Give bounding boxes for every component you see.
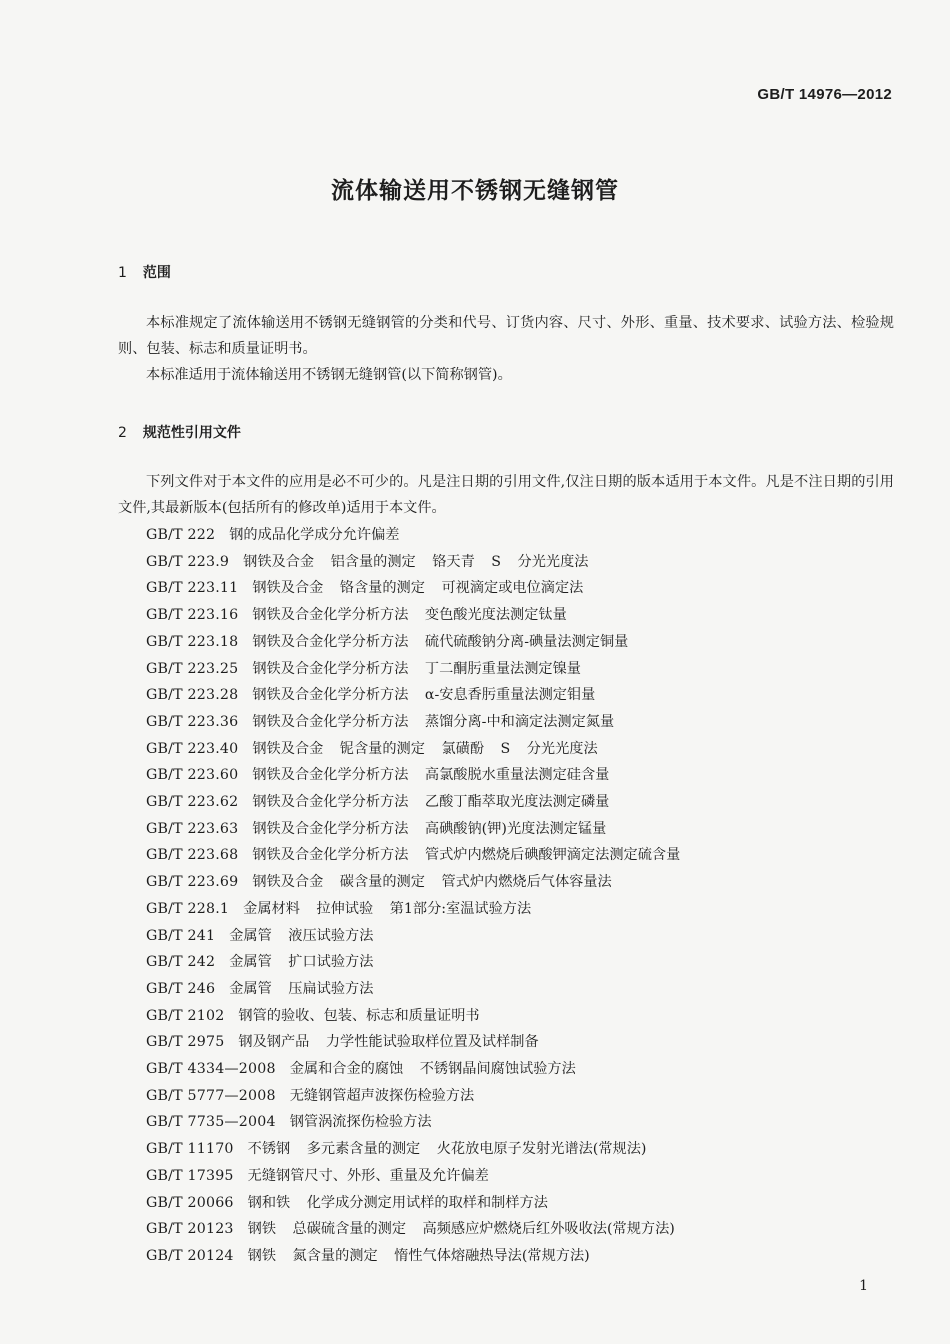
reference-title: 无缝钢管超声波探伤检验方法 <box>289 1087 475 1104</box>
reference-title: 金属管 扩口试验方法 <box>229 954 374 971</box>
reference-title: 钢管的验收、包装、标志和质量证明书 <box>238 1007 480 1024</box>
reference-item <box>146 602 680 629</box>
reference-code: GB/T 228.1 <box>146 900 230 917</box>
reference-code: GB/T 223.68 <box>146 847 239 864</box>
reference-item <box>146 1029 680 1056</box>
reference-title: 钢铁及合金 铬含量的测定 可视滴定或电位滴定法 <box>252 580 584 597</box>
reference-item <box>146 629 680 656</box>
reference-item <box>146 682 680 709</box>
reference-code: GB/T 223.16 <box>146 607 239 624</box>
reference-item <box>146 923 680 950</box>
reference-code: GB/T 223.63 <box>146 820 239 837</box>
reference-code: GB/T 223.9 <box>146 553 230 570</box>
reference-list <box>146 522 680 1270</box>
reference-title: 金属材料 拉伸试验 第1部分:室温试验方法 <box>243 900 532 917</box>
reference-title: 不锈钢 多元素含量的测定 火花放电原子发射光谱法(常规法) <box>247 1141 647 1158</box>
reference-title: 钢及钢产品 力学性能试验取样位置及试样制备 <box>238 1034 539 1051</box>
reference-title: 无缝钢管尺寸、外形、重量及允许偏差 <box>247 1167 489 1184</box>
reference-item <box>146 1216 680 1243</box>
references-intro-paragraph: 下列文件对于本文件的应用是必不可少的。凡是注日期的引用文件,仅注日期的版本适用于本文件。凡是不注日期的引用文件,其最新版本(包括所有的修改单)适用于本文件。 <box>118 474 894 516</box>
reference-code: GB/T 223.11 <box>146 580 239 597</box>
reference-title: 钢铁及合金化学分析方法 高碘酸钠(钾)光度法测定锰量 <box>252 820 607 837</box>
reference-title: 金属和合金的腐蚀 不锈钢晶间腐蚀试验方法 <box>289 1061 576 1078</box>
reference-code: GB/T 241 <box>146 927 216 944</box>
reference-title: 钢和铁 化学成分测定用试样的取样和制样方法 <box>247 1194 548 1211</box>
reference-code: GB/T 17395 <box>146 1167 234 1184</box>
reference-title: 钢铁及合金化学分析方法 管式炉内燃烧后碘酸钾滴定法测定硫含量 <box>252 847 681 864</box>
reference-code: GB/T 222 <box>146 527 216 543</box>
reference-item <box>146 1109 680 1136</box>
reference-title: 钢铁及合金 铌含量的测定 氯磺酚 S 分光光度法 <box>252 740 598 757</box>
reference-title: 钢铁及合金化学分析方法 硫代硫酸钠分离-碘量法测定铜量 <box>252 633 629 650</box>
section-heading-scope <box>118 262 171 282</box>
reference-title: 钢铁 氮含量的测定 惰性气体熔融热导法(常规方法) <box>247 1247 590 1264</box>
reference-title: 钢铁及合金化学分析方法 乙酸丁酯萃取光度法测定磷量 <box>252 794 610 811</box>
reference-item <box>146 1136 680 1163</box>
reference-code: GB/T 20066 <box>146 1194 234 1211</box>
reference-code: GB/T 223.69 <box>146 874 239 891</box>
standard-code: GB/T 14976—2012 <box>757 86 892 103</box>
page-number: 1 <box>859 1278 868 1294</box>
reference-title: 钢管涡流探伤检验方法 <box>289 1114 432 1131</box>
reference-item <box>146 789 680 816</box>
reference-item <box>146 1190 680 1217</box>
reference-item <box>146 1083 680 1110</box>
reference-item <box>146 1243 680 1270</box>
reference-code: GB/T 11170 <box>146 1141 234 1158</box>
reference-item <box>146 709 680 736</box>
reference-code: GB/T 242 <box>146 954 216 971</box>
reference-item <box>146 949 680 976</box>
reference-code: GB/T 4334—2008 <box>146 1061 276 1078</box>
scope-paragraph-2: 本标准适用于流体输送用不锈钢无缝钢管(以下简称钢管)。 <box>146 367 512 383</box>
section-heading-normative-references <box>118 422 241 442</box>
reference-code: GB/T 2975 <box>146 1034 225 1051</box>
scope-paragraph-1: 本标准规定了流体输送用不锈钢无缝钢管的分类和代号、订货内容、尺寸、外形、重量、技术要求、试验方法、检验规则、包装、标志和质量证明书。 <box>118 315 894 357</box>
reference-code: GB/T 20123 <box>146 1221 234 1238</box>
reference-title: 钢铁及合金 铝含量的测定 铬天青 S 分光光度法 <box>243 553 589 570</box>
reference-title: 钢铁及合金化学分析方法 α-安息香肟重量法测定钼量 <box>252 687 596 704</box>
reference-code: GB/T 223.25 <box>146 660 239 677</box>
reference-code: GB/T 7735—2004 <box>146 1114 276 1131</box>
reference-item <box>146 1056 680 1083</box>
section-title: 范围 <box>142 265 171 281</box>
reference-item <box>146 736 680 763</box>
reference-item <box>146 1163 680 1190</box>
reference-code: GB/T 223.36 <box>146 713 239 730</box>
reference-code: GB/T 223.18 <box>146 633 239 650</box>
reference-title: 钢铁及合金化学分析方法 蒸馏分离-中和滴定法测定氮量 <box>252 713 615 730</box>
reference-item <box>146 976 680 1003</box>
reference-title: 金属管 压扁试验方法 <box>229 980 374 997</box>
section-number: 1 <box>118 265 127 281</box>
reference-item <box>146 869 680 896</box>
reference-item <box>146 656 680 683</box>
reference-title: 钢铁及合金化学分析方法 丁二酮肟重量法测定镍量 <box>252 660 581 677</box>
reference-code: GB/T 2102 <box>146 1007 225 1024</box>
reference-item <box>146 522 680 549</box>
reference-item <box>146 762 680 789</box>
reference-item <box>146 1003 680 1030</box>
reference-code: GB/T 223.62 <box>146 794 239 811</box>
section-number: 2 <box>118 425 127 441</box>
reference-title: 钢铁及合金化学分析方法 变色酸光度法测定钛量 <box>252 607 567 624</box>
reference-item <box>146 575 680 602</box>
reference-item <box>146 549 680 576</box>
reference-title: 钢铁 总碳硫含量的测定 高频感应炉燃烧后红外吸收法(常规方法) <box>247 1221 675 1238</box>
reference-code: GB/T 223.28 <box>146 687 239 704</box>
reference-item <box>146 842 680 869</box>
reference-code: GB/T 246 <box>146 980 216 997</box>
document-title: 流体输送用不锈钢无缝钢管 <box>331 178 619 204</box>
reference-item <box>146 896 680 923</box>
reference-code: GB/T 223.60 <box>146 767 239 784</box>
reference-title: 钢的成品化学成分允许偏差 <box>229 527 400 543</box>
reference-item <box>146 816 680 843</box>
reference-code: GB/T 20124 <box>146 1247 234 1264</box>
section-title: 规范性引用文件 <box>142 425 241 441</box>
reference-title: 金属管 液压试验方法 <box>229 927 374 944</box>
reference-title: 钢铁及合金化学分析方法 高氯酸脱水重量法测定硅含量 <box>252 767 610 784</box>
reference-title: 钢铁及合金 碳含量的测定 管式炉内燃烧后气体容量法 <box>252 874 612 891</box>
reference-code: GB/T 223.40 <box>146 740 239 757</box>
reference-code: GB/T 5777—2008 <box>146 1087 276 1104</box>
